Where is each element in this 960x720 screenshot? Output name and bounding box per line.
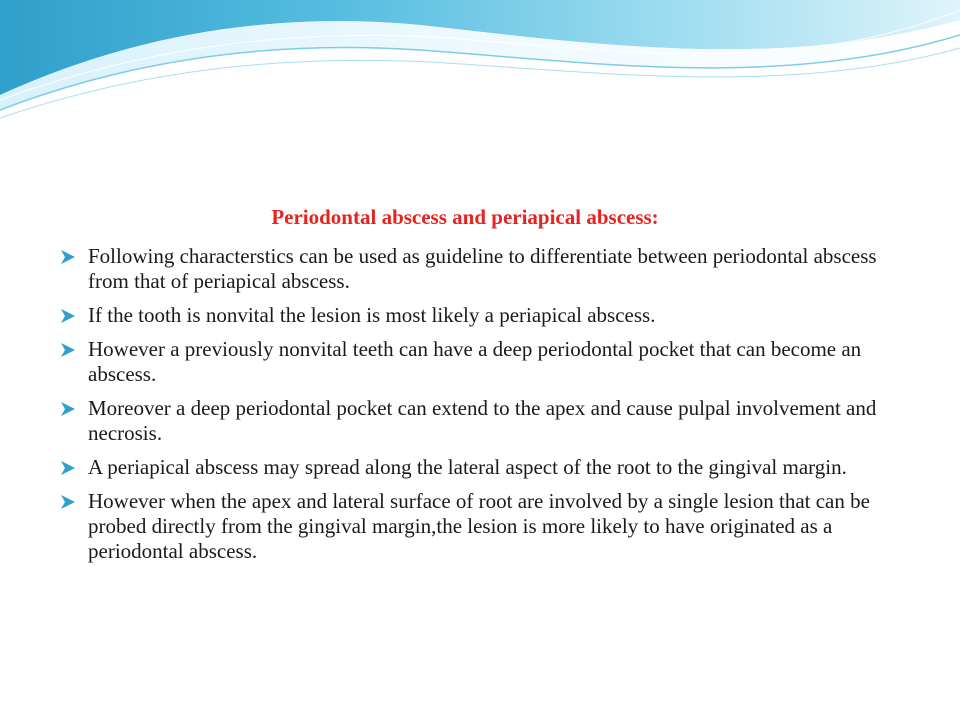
bullet-item [60,455,920,480]
bullet-text: However a previously nonvital teeth can have a deep periodontal pocket that can become an abscess. [88,337,862,386]
bullet-text: However when the apex and lateral surface of root are involved by a single lesion that can be probed directly from the gingival margin,the lesion is more likely to have originated as a periodontal abscess. [88,489,870,563]
bullet-text: If the tooth is nonvital the lesion is most likely a periapical abscess. [88,303,656,327]
bullet-item [60,337,920,387]
bullet-text: Moreover a deep periodontal pocket can extend to the apex and cause pulpal involvement and necrosis. [88,396,877,445]
bullet-item [60,244,920,294]
bullet-item [60,396,920,446]
bullet-item [60,303,920,328]
arrowhead-bullet-icon [60,460,76,476]
arrowhead-bullet-icon [60,401,76,417]
arrowhead-bullet-icon [60,249,76,265]
bullet-text: Following characterstics can be used as guideline to differentiate between periodontal abscess from that of periapical abscess. [88,244,877,293]
bullet-item [60,489,920,564]
arrowhead-bullet-icon [60,308,76,324]
arrowhead-bullet-icon [60,494,76,510]
bullet-list [60,244,920,573]
arrowhead-bullet-icon [60,342,76,358]
header-wave-decoration [0,0,960,130]
slide-title: Periodontal abscess and periapical abscess: [271,205,659,229]
bullet-text: A periapical abscess may spread along the lateral aspect of the root to the gingival margin. [88,455,847,479]
